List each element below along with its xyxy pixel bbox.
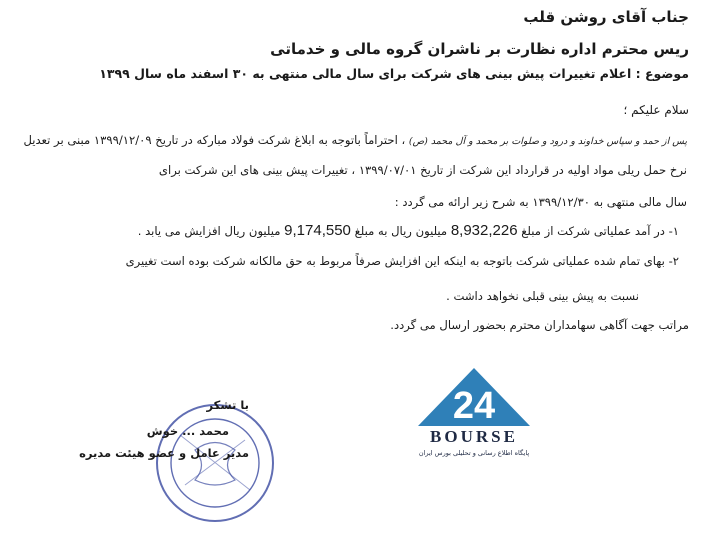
- logo-number: 24: [452, 385, 496, 427]
- item-2-continued: نسبت به پیش بینی قبلی نخواهد داشت .: [446, 289, 639, 303]
- invocation: پس از حمد و سپاس خداوند و درود و صلوات بر محمد و آل محمد (ص): [408, 136, 687, 147]
- item-1: [138, 222, 679, 239]
- item-2-text-a: بهای تمام شده عملیاتی شرکت باتوجه به اینکه این افزایش صرفاً مربوط به حق مالکانه شرکت بوده است تغییری: [125, 254, 665, 268]
- signer-name: محمد ... خوش: [146, 424, 229, 438]
- item-2-number: ۲-: [668, 254, 679, 268]
- item-1-text-a: در آمد عملیاتی شرکت از مبلغ: [521, 224, 665, 238]
- greeting: سلام علیکم ؛: [623, 103, 689, 117]
- amount-from: 8,932,226: [450, 222, 518, 239]
- closing-line: مراتب جهت آگاهی سهامداران محترم بحضور ارسال می گردد.: [390, 318, 689, 332]
- company-seal-stamp: [150, 395, 280, 525]
- recipient-position: ریس محترم اداره نظارت بر ناشران گروه مالی و خدماتی: [270, 40, 689, 58]
- item-1-text-c: میلیون ریال افزایش می یابد .: [137, 224, 281, 238]
- body-line-1: [23, 133, 687, 147]
- logo-word: BOURSE: [430, 427, 518, 446]
- body-line-1-text: ، احتراماً باتوجه به ابلاغ شرکت فولاد مبارکه در تاریخ ۱۳۹۹/۱۲/۰۹ مبنی بر تعدیل: [23, 133, 406, 147]
- letter-subject: موضوع : اعلام تغییرات پیش بینی های شرکت برای سال مالی منتهی به ۳۰ اسفند ماه سال ۱۳۹۹: [99, 66, 689, 81]
- body-line-3: سال مالی منتهی به ۱۳۹۹/۱۲/۳۰ به شرح زیر ارائه می گردد :: [394, 195, 687, 209]
- item-2: [126, 254, 679, 268]
- addressee: جناب آقای روشن قلب: [523, 8, 689, 26]
- item-1-number: ۱-: [668, 224, 679, 238]
- bourse24-logo: [398, 366, 550, 458]
- thanks-text: با تشکر: [206, 398, 249, 412]
- signer-title: مدیر عامل و عضو هیئت مدیره: [79, 446, 249, 460]
- item-1-text-b: میلیون ریال به مبلغ: [354, 224, 448, 238]
- body-line-2: نرخ حمل ریلی مواد اولیه در قرارداد این شرکت از تاریخ ۱۳۹۹/۰۷/۰۱ ، تغییرات پیش بینی های این شرکت برای: [158, 163, 687, 177]
- amount-to: 9,174,550: [284, 222, 351, 239]
- logo-tagline: پایگاه اطلاع رسانی و تحلیلی بورس ایران: [418, 449, 530, 457]
